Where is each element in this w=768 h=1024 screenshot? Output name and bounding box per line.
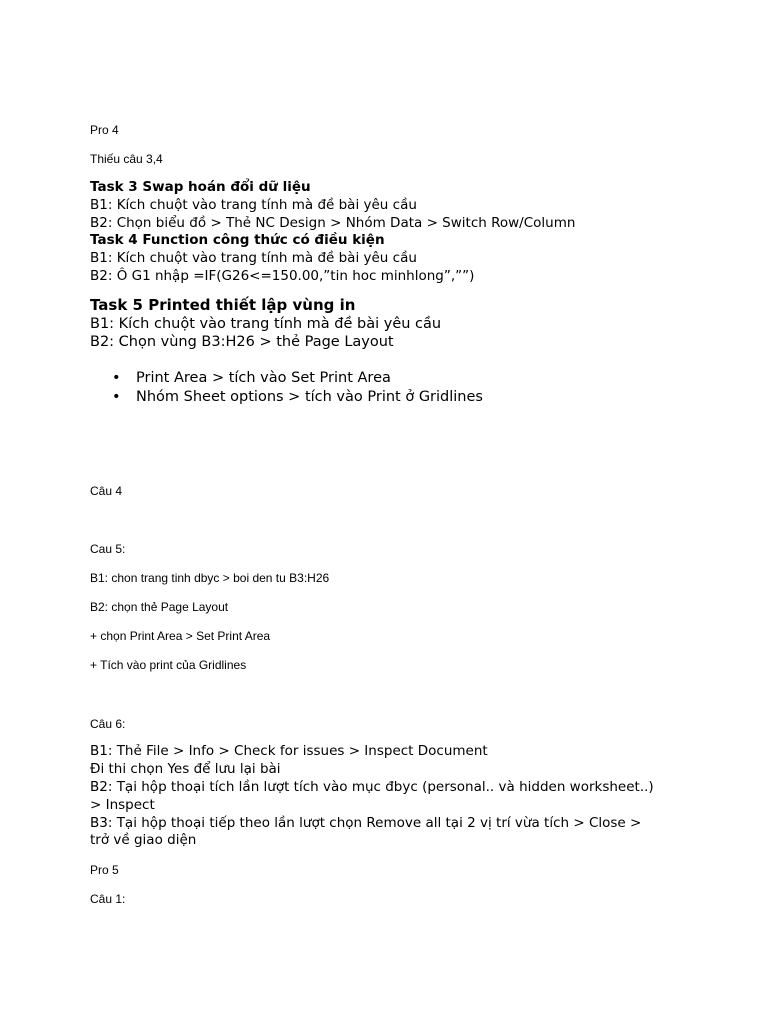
task5-step1: B1: Kích chuột vào trang tính mà đề bài yêu cầu xyxy=(90,316,442,332)
task3-title: Task 3 Swap hoán đổi dữ liệu xyxy=(90,179,311,195)
pro5-heading: Pro 5 xyxy=(90,863,119,877)
cau4-heading: Câu 4 xyxy=(90,484,123,498)
cau5-line: B1: chon trang tinh dbyc > boi den tu B3:H26 xyxy=(90,571,330,585)
task4-step2: B2: Ô G1 nhập =IF(G26<=150.00,”tin hoc minhlong”,””) xyxy=(90,268,475,284)
cau6-line: B2: Tại hộp thoại tích lần lượt tích vào mục đbyc (personal.. và hidden worksheet..) xyxy=(90,779,654,795)
bullet-text: Nhóm Sheet options > tích vào Print ở Gridlines xyxy=(136,389,483,405)
cau5-line: + chọn Print Area > Set Print Area xyxy=(90,629,271,643)
task3-step2: B2: Chọn biểu đồ > Thẻ NC Design > Nhóm Data > Switch Row/Column xyxy=(90,215,576,231)
task5-step2: B2: Chọn vùng B3:H26 > thẻ Page Layout xyxy=(90,334,394,350)
cau6-line: Đi thi chọn Yes để lưu lại bài xyxy=(90,761,281,777)
task5-title: Task 5 Printed thiết lập vùng in xyxy=(90,296,356,314)
cau5-heading: Cau 5: xyxy=(90,542,126,556)
task3-step1: B1: Kích chuột vào trang tính mà đề bài yêu cầu xyxy=(90,197,417,213)
pro5-cau1-heading: Câu 1: xyxy=(90,892,126,906)
cau6-line: B1: Thẻ File > Info > Check for issues > Inspect Document xyxy=(90,743,488,759)
cau6-heading: Câu 6: xyxy=(90,717,126,731)
cau5-line: + Tích vào print của Gridlines xyxy=(90,658,247,672)
cau6-line: > Inspect xyxy=(90,797,155,813)
cau6-line: trở về giao diện xyxy=(90,832,197,848)
pro4-heading: Pro 4 xyxy=(90,123,119,137)
bullet-icon: • xyxy=(112,389,121,405)
task4-step1: B1: Kích chuột vào trang tính mà đề bài yêu cầu xyxy=(90,250,417,266)
cau5-line: B2: chọn thẻ Page Layout xyxy=(90,600,229,614)
cau6-line: B3: Tại hộp thoại tiếp theo lần lượt chọn Remove all tại 2 vị trí vừa tích > Close > xyxy=(90,815,642,831)
task4-title: Task 4 Function công thức có điều kiện xyxy=(90,232,385,248)
bullet-text: Print Area > tích vào Set Print Area xyxy=(136,370,391,386)
missing-questions-note: Thiếu câu 3,4 xyxy=(90,152,163,166)
bullet-icon: • xyxy=(112,370,121,386)
